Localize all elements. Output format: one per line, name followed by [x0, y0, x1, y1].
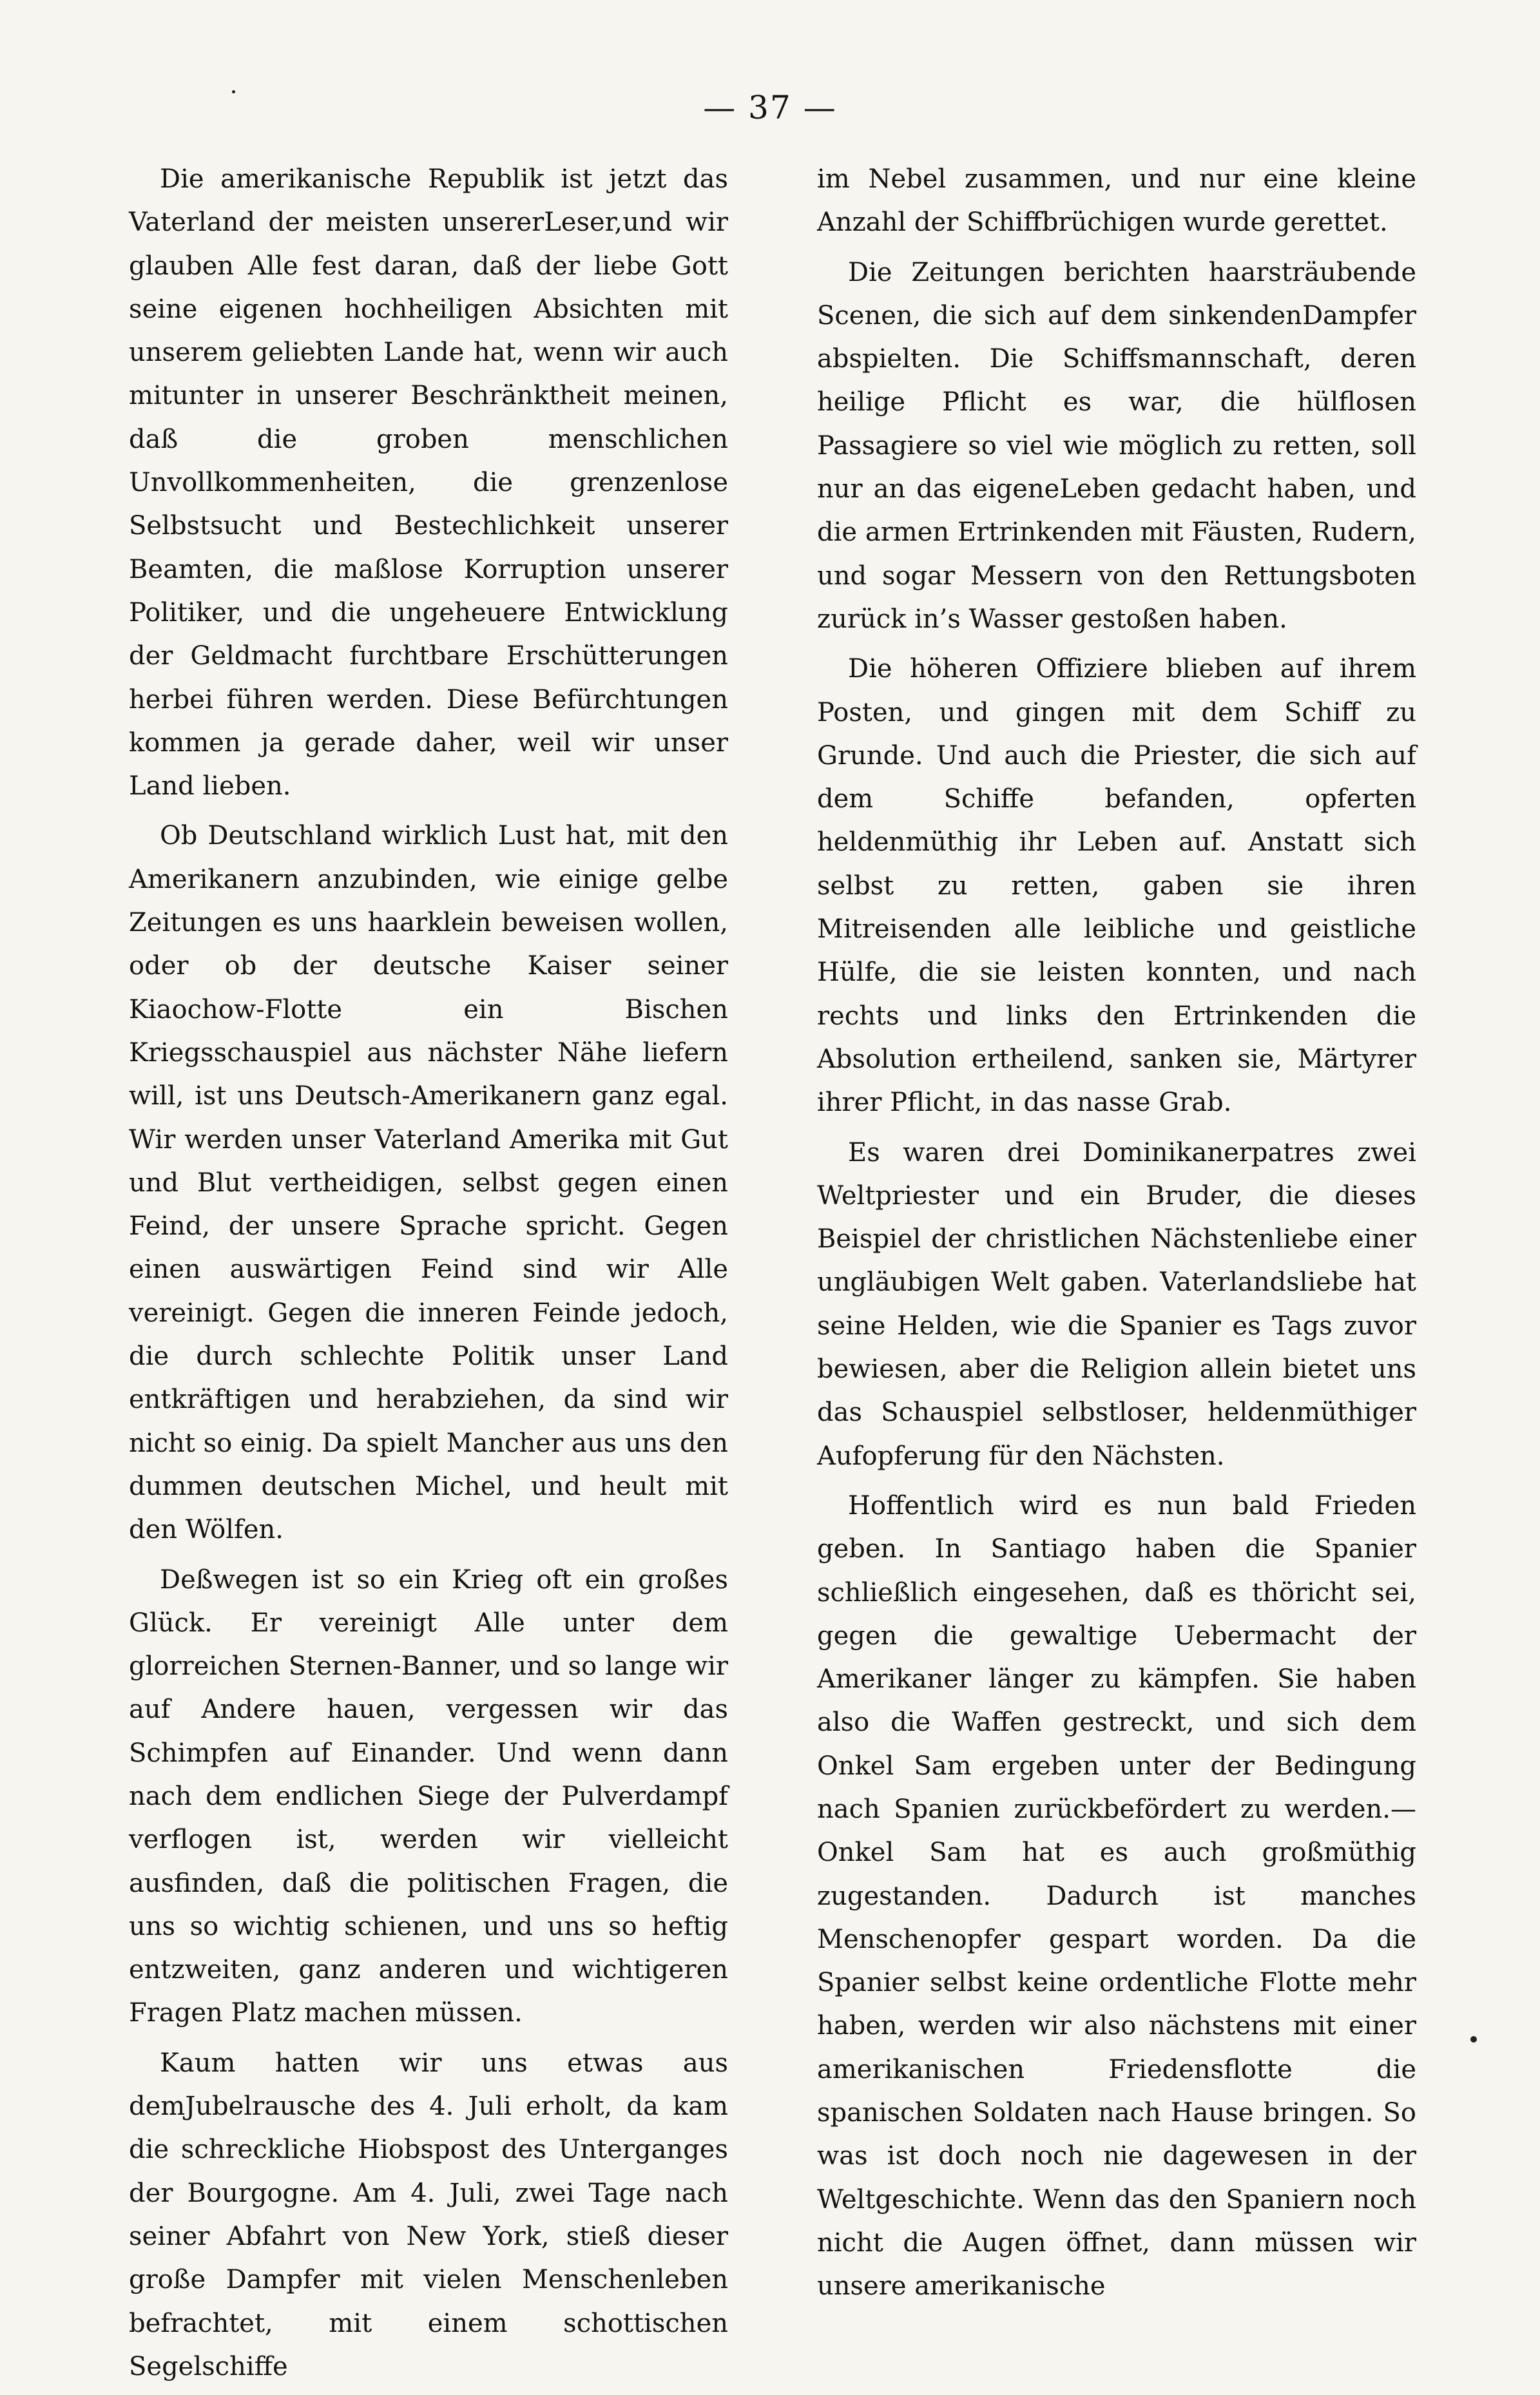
right-column: [817, 158, 1416, 2315]
paragraph-dominicans: Es waren drei Dominikanerpatres zwei Weltpriester und ein Bruder, die dieses Beispiel der christlichen Nächstenliebe einer ungläubigen Welt gaben. Vaterlandsliebe hat seine Helden, wie die Spanier es Tags zuvor bewiesen, aber die Religion allein bietet uns das Schauspiel selbstloser, heldenmüthiger Aufopferung für den Nächsten.: [817, 1137, 1416, 1471]
paragraph-peace: Hoffentlich wird es nun bald Frieden geben. In Santiago haben die Spanier schließlich eingesehen, daß es thöricht sei, gegen die gewaltige Uebermacht der Amerikaner länger zu kämpfen. Sie haben also die Waffen gestreckt, und sich dem Onkel Sam ergeben unter der Bedingung nach Spanien zurückbefördert zu werden.—Onkel Sam hat es auch großmüthig zugestanden. Dadurch ist manches Menschenopfer gespart worden. Da die Spanier selbst keine ordentliche Flotte mehr haben, werden wir also nächstens mit einer amerikanischen Friedensflotte die spanischen Soldaten nach Hause bringen. So was ist doch noch nie dagewesen in der Weltgeschichte. Wenn das den Spaniern noch nicht die Augen öffnet, dann müssen wir unsere amerikanische: [817, 1490, 1416, 2302]
paragraph-bourgogne-start: Kaum hatten wir uns etwas aus demJubelrausche des 4. Juli erholt, da kam die schreckliche Hiobspost des Unterganges der Bourgogne. Am 4. Juli, zwei Tage nach seiner Abfahrt von New York, stieß dieser große Dampfer mit vielen Menschenleben befrachtet, mit einem schottischen Segelschiffe: [129, 2048, 728, 2381]
paragraph-newspapers: Die Zeitungen berichten haarsträubende Scenen, die sich auf dem sinkendenDampfer abspielten. Die Schiffsmannschaft, deren heilige Pflicht es war, die hülflosen Passagiere so viel wie möglich zu retten, soll nur an das eigeneLeben gedacht haben, und die armen Ertrinkenden mit Fäusten, Rudern, und sogar Messern von den Rettungsboten zurück in’s Wasser gestoßen haben.: [817, 257, 1416, 634]
left-column: [129, 158, 728, 2395]
paragraph-officers-priests: Die höheren Offiziere blieben auf ihrem Posten, und gingen mit dem Schiff zu Grunde. Und auch die Priester, die sich auf dem Schiffe befanden, opferten heldenmüthig ihr Leben auf. Anstatt sich selbst zu retten, gaben sie ihren Mitreisenden alle leibliche und geistliche Hülfe, die sie leisten konnten, und nach rechts und links den Ertrinkenden die Absolution ertheilend, sanken sie, Märtyrer ihrer Pflicht, in das nasse Grab.: [817, 654, 1416, 1118]
ink-speck: [1470, 2036, 1477, 2043]
page-number: — 37 —: [703, 89, 837, 126]
paragraph-war-luck: Deßwegen ist so ein Krieg oft ein großes Glück. Er vereinigt Alle unter dem glorreichen Sternen-Banner, und so lange wir auf Andere hauen, vergessen wir das Schimpfen auf Einander. Und wenn dann nach dem endlichen Siege der Pulverdampf verflogen ist, werden wir vielleicht ausfinden, daß die politischen Fragen, die uns so wichtig schienen, und uns so heftig entzweiten, ganz anderen und wichtigeren Fragen Platz machen müssen.: [129, 1564, 728, 2028]
paragraph-germany: Ob Deutschland wirklich Lust hat, mit den Amerikanern anzubinden, wie einige gelbe Zeitungen es uns haarklein beweisen wollen, oder ob der deutsche Kaiser seiner Kiaochow-Flotte ein Bischen Kriegsschauspiel aus nächster Nähe liefern will, ist uns Deutsch-Amerikanern ganz egal. Wir werden unser Vaterland Amerika mit Gut und Blut vertheidigen, selbst gegen einen Feind, der unsere Sprache spricht. Gegen einen auswärtigen Feind sind wir Alle vereinigt. Gegen die inneren Feinde jedoch, die durch schlechte Politik unser Land entkräftigen und herabziehen, da sind wir nicht so einig. Da spielt Mancher aus uns den dummen deutschen Michel, und heult mit den Wölfen.: [129, 821, 728, 1545]
ink-speck: [232, 90, 235, 93]
paragraph-republic: Die amerikanische Republik ist jetzt das Vaterland der meisten unsererLeser,und wir glauben Alle fest daran, daß der liebe Gott seine eigenen hochheiligen Absichten mit unserem geliebten Lande hat, wenn wir auch mitunter in unserer Beschränktheit meinen, daß die groben menschlichen Unvollkommenheiten, die grenzenlose Selbstsucht und Bestechlichkeit unserer Beamten, die maßlose Korruption unserer Politiker, und die ungeheuere Entwicklung der Geldmacht furchtbare Erschütterungen herbei führen werden. Diese Befürchtungen kommen ja gerade daher, weil wir unser Land lieben.: [129, 164, 728, 802]
paragraph-bourgogne-continued: im Nebel zusammen, und nur eine kleine Anzahl der Schiffbrüchigen wurde gerettet.: [817, 164, 1416, 238]
